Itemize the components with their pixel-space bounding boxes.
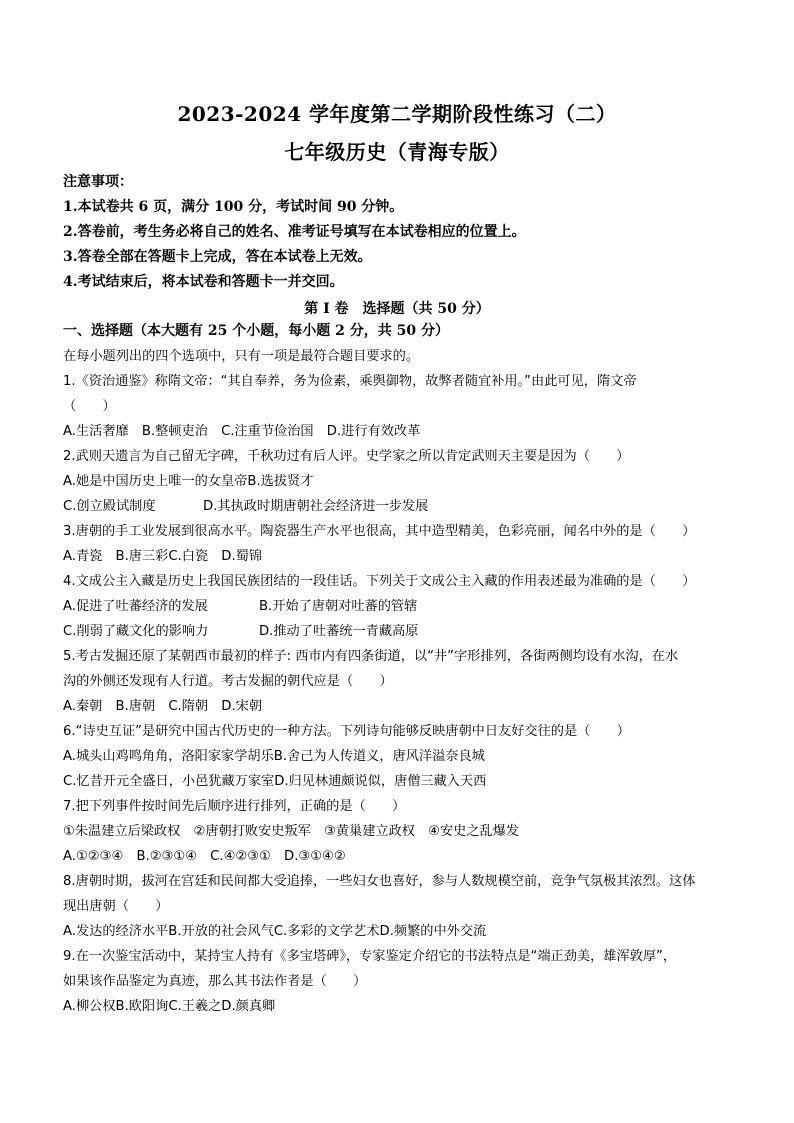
exam-subtitle: 七年级历史（青海专版）: [284, 140, 510, 164]
question-stem: 1.《资治通鉴》称隋文帝：“其自奉养，务为俭素，乘舆御物，故弊者随宜补用。”由此可见，隋文帝: [63, 374, 637, 389]
notice-item: 2.答卷前，考生务必将自己的姓名、准考证号填写在本试卷相应的位置上。: [63, 224, 526, 240]
question-options: A.①②③④ B.②③①④ C.④②③① D.③①④②: [63, 849, 346, 864]
question-stem: 4.文成公主入藏是历史上我国民族团结的一段佳话。下列关于文成公主入藏的作用表述最为准确的是（ ）: [63, 574, 696, 589]
option-b: B.开始了唐朝对吐蕃的管辖: [259, 599, 418, 614]
option-d: D.其执政时期唐朝社会经济进一步发展: [203, 499, 429, 514]
question-stem: 6.“诗史互证”是研究中国古代历史的一种方法。下列诗句能够反映唐朝中日友好交往的是（ ）: [63, 724, 630, 739]
question-stem: 9.在一次鉴宝活动中，某持宝人持有《多宝塔碑》，专家鉴定介绍它的书法特点是“端正劲美，雄浑敦厚”，: [63, 949, 677, 964]
option-a: A.促进了吐蕃经济的发展: [63, 599, 208, 614]
question-stem: 3.唐朝的手工业发展到很高水平。陶瓷器生产水平也很高，其中造型精美，色彩亮丽，闻名中外的是（ ）: [63, 524, 696, 539]
notice-item: 1.本试卷共 6 页，满分 100 分，考试时间 90 分钟。: [63, 199, 404, 215]
question-stem: 5.考古发掘还原了某朝西市最初的样子: 西市内有四条街道，以“井”字形排列，各街两侧均设有水沟，在水: [63, 649, 679, 664]
notice-item: 4.考试结束后，将本试卷和答题卡一并交回。: [63, 274, 344, 290]
question-stem: 7.把下列事件按时间先后顺序进行排列，正确的是（ ）: [63, 799, 406, 814]
question-options: A.城头山鸡鸣角角，洛阳家家学胡乐B.舍己为人传道义，唐风洋溢奈良城: [63, 749, 485, 764]
question-stem-cont: （ ）: [63, 399, 116, 414]
question-options: A.柳公权B.欧阳询C.王羲之D.颜真卿: [63, 999, 276, 1014]
exam-title: 2023-2024 学年度第二学期阶段性练习（二）: [177, 102, 617, 126]
section-heading: 一、选择题（本大题有 25 个小题，每小题 2 分，共 50 分）: [63, 323, 449, 339]
question-stem-cont: 沟的外侧还发现有人行道。考古发掘的朝代应是（ ）: [63, 674, 393, 689]
question-options: A.生活奢靡 B.整顿吏治 C.注重节俭治国 D.进行有效改革: [63, 424, 421, 439]
option-d: D.推动了吐蕃统一青藏高原: [259, 624, 419, 639]
notice-heading: 注意事项：: [63, 174, 133, 190]
question-items: ①朱温建立后梁政权 ②唐朝打败安史叛军 ③黄巢建立政权 ④安史之乱爆发: [63, 824, 520, 839]
question-stem-cont: 如果该作品鉴定为真迹，那么其书法作者是（ ）: [63, 974, 367, 989]
question-stem: 8.唐朝时期，拔河在宫廷和民间都大受追捧，一些妇女也喜好，参与人数规模空前，竞争气氛极其浓烈。这体: [63, 874, 696, 889]
option-c: C.削弱了藏文化的影响力: [63, 624, 209, 639]
question-options: C.忆昔开元全盛日，小邑犹藏万家室D.归见林逋颇说似，唐僧三藏入天西: [63, 774, 487, 789]
option-c: C.创立殿试制度: [63, 499, 156, 514]
question-options: A.青瓷 B.唐三彩C.白瓷 D.蜀锦: [63, 549, 263, 564]
question-stem: 2.武则天遗言为自己留无字碑，千秋功过有后人评。史学家之所以肯定武则天主要是因为（ ）: [63, 449, 630, 464]
part-title: 第 I 卷 选择题（共 50 分）: [304, 301, 490, 317]
question-options: A.秦朝 B.唐朝 C.隋朝 D.宋朝: [63, 699, 263, 714]
section-instruction: 在每小题列出的四个选项中，只有一项是最符合题目要求的。: [63, 349, 420, 364]
question-options: A.她是中国历史上唯一的女皇帝B.选拔贤才: [63, 474, 314, 489]
question-stem-cont: 现出唐朝（ ）: [63, 899, 169, 914]
notice-item: 3.答卷全部在答题卡上完成，答在本试卷上无效。: [63, 249, 372, 265]
question-options: A.发达的经济水平B.开放的社会风气C.多彩的文学艺术D.频繁的中外交流: [63, 924, 487, 939]
